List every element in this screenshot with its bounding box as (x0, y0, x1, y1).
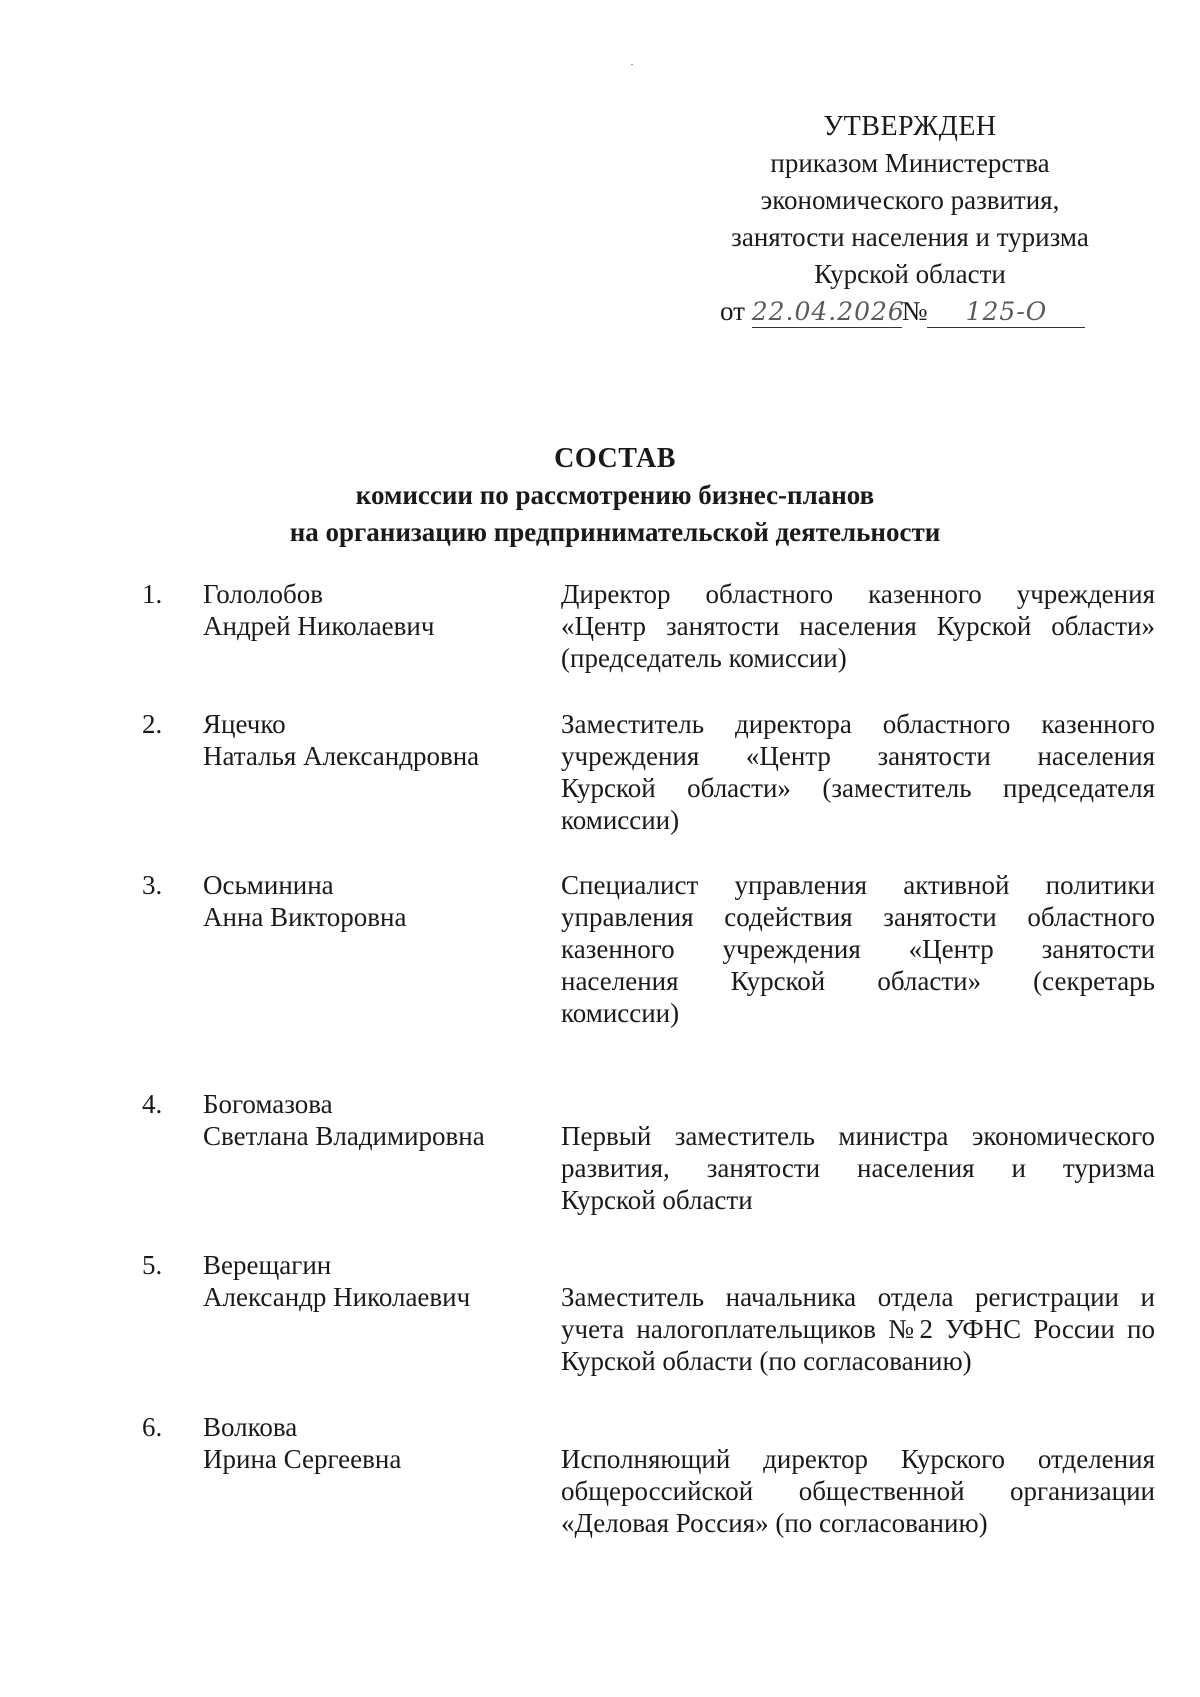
approval-line: приказом Министерства (770, 148, 1050, 178)
role-line: Заместитель начальника отдела регистрации и (561, 1282, 1155, 1312)
heading-subtitle: комиссии по рассмотрению бизнес-планов (355, 480, 875, 510)
role-line: Исполняющий директор Курского отделения (561, 1444, 1155, 1474)
member-given-names: Александр Николаевич (203, 1282, 471, 1312)
number-sign: № (901, 296, 928, 326)
role-line: Курской области» (заместитель председателя (561, 773, 1155, 803)
scan-speck (631, 64, 633, 65)
member-number: 6. (142, 1412, 163, 1442)
member-given-names: Андрей Николаевич (203, 611, 435, 641)
member-role (561, 869, 1155, 1029)
role-line: Заместитель директора областного казенного (561, 709, 1155, 739)
role-line: Первый заместитель министра экономического (561, 1121, 1155, 1151)
member-surname: Верещагин (203, 1250, 332, 1280)
member-surname: Богомазова (203, 1089, 333, 1119)
member-number: 1. (142, 579, 163, 609)
role-line: развития, занятости населения и туризма (561, 1153, 1155, 1183)
member-role (561, 1443, 1155, 1539)
member-name (203, 578, 533, 642)
member-given-names: Анна Викторовна (203, 902, 407, 932)
member-surname: Яцечко (203, 709, 286, 739)
member-name (203, 869, 533, 933)
role-line: «Деловая Россия» (по согласованию) (561, 1508, 988, 1538)
role-line: (председатель комиссии) (561, 643, 847, 673)
member-name (203, 1249, 533, 1313)
member-role (561, 1281, 1155, 1377)
member-role (561, 708, 1155, 836)
order-date-number (690, 293, 1130, 330)
member-role (561, 1120, 1155, 1216)
order-date-field (751, 296, 905, 328)
order-number: 125-О (965, 297, 1048, 326)
member-name (203, 708, 533, 772)
member-surname: Гололобов (203, 579, 323, 609)
member-role (561, 578, 1155, 674)
role-line: общероссийской общественной организации (561, 1476, 1155, 1506)
heading-subtitle: на организацию предпринимательской деятельности (289, 517, 941, 547)
member-number: 3. (142, 870, 163, 900)
role-line: Курской области (561, 1185, 753, 1215)
member-surname: Волкова (203, 1412, 298, 1442)
approval-title: УТВЕРЖДЕН (823, 111, 997, 142)
role-line: «Центр занятости населения Курской области» (561, 611, 1155, 641)
date-prefix: от (720, 296, 745, 326)
member-number: 4. (142, 1089, 163, 1119)
approval-line: занятости населения и туризма (731, 222, 1089, 252)
member-given-names: Наталья Александровна (203, 741, 480, 771)
member-surname: Осьминина (203, 870, 334, 900)
member-number: 5. (142, 1250, 163, 1280)
role-line: Директор областного казенного учреждения (561, 579, 1155, 609)
role-line: комиссии) (561, 998, 680, 1028)
member-given-names: Светлана Владимировна (203, 1121, 485, 1151)
role-line: управления содействия занятости областного (561, 902, 1155, 932)
order-number-field (927, 296, 1085, 328)
member-given-names: Ирина Сергеевна (203, 1444, 402, 1474)
order-date: 22.04.2026 (751, 297, 905, 326)
approval-stamp (690, 108, 1130, 330)
heading-title: СОСТАВ (554, 443, 676, 474)
member-name (203, 1088, 533, 1152)
role-line: учреждения «Центр занятости населения (561, 741, 1155, 771)
member-number: 2. (142, 709, 163, 739)
approval-line: экономического развития, (760, 185, 1060, 215)
role-line: комиссии) (561, 805, 680, 835)
document-heading (0, 440, 1200, 551)
role-line: казенного учреждения «Центр занятости (561, 934, 1155, 964)
approval-line: Курской области (814, 259, 1006, 289)
role-line: учета налогоплательщиков №2 УФНС России по (561, 1314, 1155, 1344)
role-line: Курской области (по согласованию) (561, 1346, 972, 1376)
role-line: населения Курской области» (секретарь (561, 966, 1155, 996)
role-line: Специалист управления активной политики (561, 870, 1155, 900)
member-name (203, 1411, 533, 1475)
